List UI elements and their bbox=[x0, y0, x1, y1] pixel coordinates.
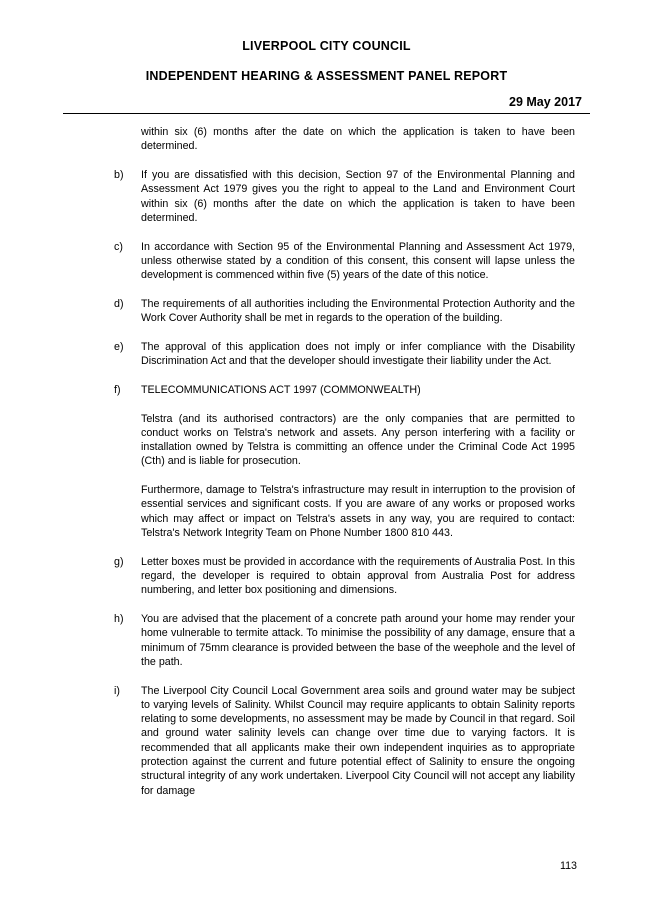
list-item-c bbox=[114, 240, 575, 283]
document-body bbox=[114, 125, 575, 812]
item-text: The approval of this application does not imply or infer compliance with the Disability Discrimination Act and that the developer should investigate their liability under the Act. bbox=[141, 340, 575, 368]
telstra-paragraph-1: Telstra (and its authorised contractors) are the only companies that are permitted to conduct works on Telstra's network and assets. Any person interfering with a facility or installation owned by Telstra is committing an offence under the Criminal Code Act 1995 (Cth) and is liable for prosecution. bbox=[141, 412, 575, 468]
telstra-paragraph-2: Furthermore, damage to Telstra's infrastructure may result in interruption to the provision of essential services and significant costs. If you are aware of any works or proposed works which may affect or impact on Telstra's assets in any way, you are required to contact: Telstra's Network Integrity Team on Phone Number 1800 810 443. bbox=[141, 484, 575, 539]
list-item-i bbox=[114, 684, 575, 798]
list-item-b bbox=[114, 168, 575, 225]
item-label: d) bbox=[114, 297, 124, 310]
page-number: 113 bbox=[559, 860, 577, 872]
item-label: c) bbox=[114, 240, 123, 253]
item-label: h) bbox=[114, 612, 124, 625]
list-item-g bbox=[114, 555, 575, 598]
item-label: e) bbox=[114, 340, 124, 353]
item-text: You are advised that the placement of a concrete path around your home may render your home vulnerable to termite attack. To minimise the possibility of any damage, ensure that a minimum of 75mm clearance is provided between the base of the weephole and the level of the path. bbox=[141, 612, 575, 668]
item-text: If you are dissatisfied with this decision, Section 97 of the Environmental Planning and Assessment Act 1979 gives you the right to appeal to the Land and Environment Court within six (6) months after the date on which the application is taken to have been determined. bbox=[141, 168, 575, 224]
item-heading: TELECOMMUNICATIONS ACT 1997 (COMMONWEALTH) bbox=[141, 383, 421, 396]
list-item-h bbox=[114, 612, 575, 669]
council-name: LIVERPOOL CITY COUNCIL bbox=[242, 39, 411, 53]
list-item-f bbox=[114, 383, 575, 540]
item-label: g) bbox=[114, 555, 124, 568]
report-title: INDEPENDENT HEARING & ASSESSMENT PANEL REPORT bbox=[145, 69, 508, 83]
report-date: 29 May 2017 bbox=[509, 95, 582, 109]
item-label: b) bbox=[114, 168, 124, 181]
intro-continuation: within six (6) months after the date on which the application is taken to have been determined. bbox=[141, 126, 575, 153]
item-text: The Liverpool City Council Local Government area soils and ground water may be subject to varying levels of Salinity. Whilst Council may require applicants to obtain Salinity reports relating to some developments, no assessment may be made by Council in that regard. Soil and ground water salinity levels can change over time due to varying factors. It is recommended that all applicants make their own independent inquiries as to appropriate protection against the current and future potential effect of Salinity to ensure the ongoing structural integrity of any work undertaken. Liverpool City Council will not accept any liability for damage bbox=[141, 684, 575, 797]
item-text: Letter boxes must be provided in accordance with the requirements of Australia Post. In this regard, the developer is required to obtain approval from Australia Post for address numbering, and letter box positioning and dimensions. bbox=[141, 555, 575, 597]
item-text: The requirements of all authorities including the Environmental Protection Authority and the Work Cover Authority shall be met in regards to the operation of the building. bbox=[141, 297, 575, 325]
list-item-d bbox=[114, 297, 575, 326]
item-label: i) bbox=[114, 684, 120, 697]
item-text: In accordance with Section 95 of the Environmental Planning and Assessment Act 1979, unless otherwise stated by a condition of this consent, this consent will lapse unless the development is commenced within five (5) years of the date of this notice. bbox=[141, 240, 575, 282]
item-label: f) bbox=[114, 383, 121, 396]
header-divider bbox=[63, 113, 590, 114]
list-item-e bbox=[114, 340, 575, 369]
